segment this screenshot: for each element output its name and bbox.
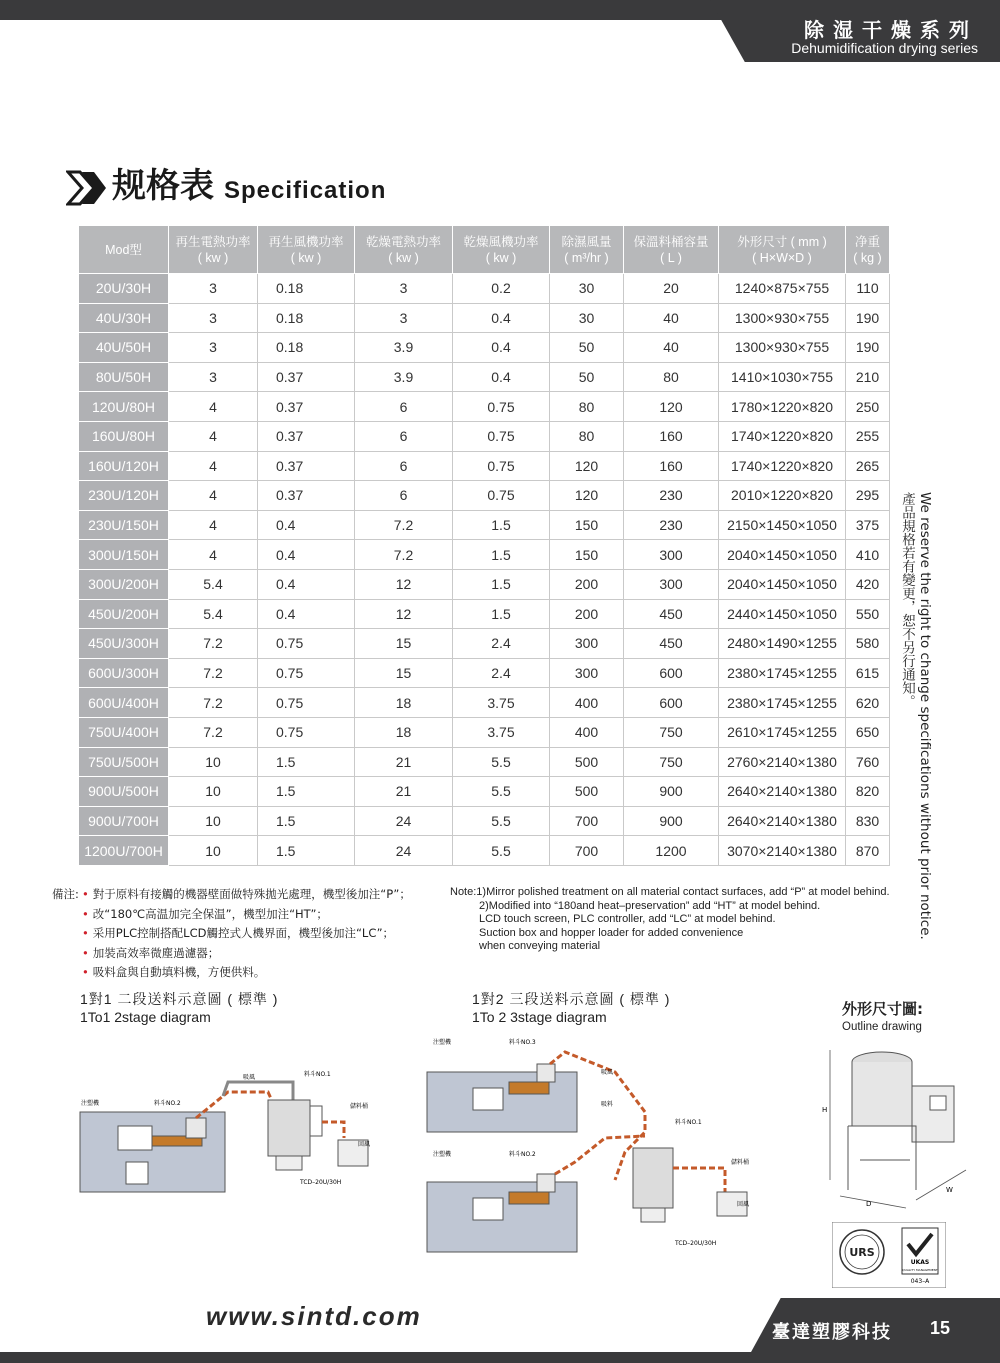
table-cell: 900 xyxy=(624,777,719,807)
model-cell: 600U/400H xyxy=(79,688,169,718)
table-cell: 1780×1220×820 xyxy=(719,392,846,422)
table-row xyxy=(79,540,890,570)
table-cell: 160 xyxy=(624,421,719,451)
cert-code: 043–A xyxy=(910,1278,930,1285)
model-cell: 750U/400H xyxy=(79,717,169,747)
table-body xyxy=(79,274,890,866)
table-cell: 120 xyxy=(550,451,624,481)
diagram-label: 注塑機 xyxy=(433,1151,452,1158)
diagram1-title-cn: 1對1 二段送料示意圖 ( 標準 ) xyxy=(80,991,279,1007)
diagram-label: 料斗NO.2 xyxy=(154,1100,181,1107)
website-url[interactable]: www.sintd.com xyxy=(206,1301,422,1331)
table-cell: 1.5 xyxy=(453,510,550,540)
model-cell: 160U/120H xyxy=(79,451,169,481)
table-cell: 1.5 xyxy=(258,747,355,777)
table-cell: 2040×1450×1050 xyxy=(719,569,846,599)
table-cell: 0.75 xyxy=(453,392,550,422)
double-chevron-icon xyxy=(66,169,108,207)
table-cell: 0.4 xyxy=(258,540,355,570)
table-cell: 5.4 xyxy=(169,569,258,599)
table-cell: 12 xyxy=(355,599,453,629)
table-cell: 0.37 xyxy=(258,451,355,481)
model-cell: 1200U/700H xyxy=(79,836,169,866)
table-cell: 80 xyxy=(550,392,624,422)
diagram2-3stage xyxy=(425,1032,770,1254)
diagram-label: 料斗NO.1 xyxy=(304,1071,331,1078)
table-cell: 230 xyxy=(624,481,719,511)
model-cell: 600U/300H xyxy=(79,658,169,688)
table-cell: 0.75 xyxy=(258,629,355,659)
table-cell: 600 xyxy=(624,688,719,718)
table-cell: 300 xyxy=(624,540,719,570)
model-cell: 120U/80H xyxy=(79,392,169,422)
table-cell: 30 xyxy=(550,303,624,333)
table-cell: 3 xyxy=(169,303,258,333)
table-cell: 230 xyxy=(624,510,719,540)
model-cell: 40U/30H xyxy=(79,303,169,333)
table-row xyxy=(79,333,890,363)
note-item: 改“180℃高温加完全保温”，機型加注“HT”； xyxy=(92,906,328,921)
diagram-label: 回風 xyxy=(358,1141,371,1148)
urs-text: URS xyxy=(849,1246,875,1259)
table-cell: 190 xyxy=(846,303,890,333)
bullet-icon: • xyxy=(82,906,89,921)
table-cell: 6 xyxy=(355,421,453,451)
notes-en xyxy=(450,886,890,954)
side-note-cn: 產品規格若有變更，恕不另行通知。 xyxy=(899,492,915,708)
table-header-row xyxy=(79,226,890,274)
table-row xyxy=(79,303,890,333)
header-cell: 乾燥電熱功率 ( kw ) xyxy=(355,226,453,274)
table-cell: 550 xyxy=(846,599,890,629)
diagram-label: 儲料桶 xyxy=(731,1159,750,1166)
table-row xyxy=(79,658,890,688)
dimension-label: D xyxy=(866,1200,872,1208)
table-cell: 150 xyxy=(550,510,624,540)
header-cell: 乾燥風機功率 ( kw ) xyxy=(453,226,550,274)
table-cell: 5.5 xyxy=(453,836,550,866)
table-cell: 2640×2140×1380 xyxy=(719,806,846,836)
table-cell: 5.5 xyxy=(453,747,550,777)
table-cell: 450 xyxy=(624,599,719,629)
page-number: 15 xyxy=(930,1318,951,1338)
table-cell: 30 xyxy=(550,274,624,304)
diagram1-title-en: 1To1 2stage diagram xyxy=(80,1009,211,1025)
table-cell: 4 xyxy=(169,540,258,570)
table-cell: 7.2 xyxy=(355,510,453,540)
table-cell: 500 xyxy=(550,747,624,777)
diagram-label: 儲料桶 xyxy=(350,1103,369,1110)
table-cell: 21 xyxy=(355,777,453,807)
table-cell: 650 xyxy=(846,717,890,747)
table-row xyxy=(79,836,890,866)
model-cell: 450U/300H xyxy=(79,629,169,659)
note-item: 對于原料有接觸的機器壁面做特殊拋光處理，機型後加注“P”； xyxy=(92,887,411,901)
bullet-icon: • xyxy=(82,965,89,979)
table-cell: 1.5 xyxy=(453,540,550,570)
table-cell: 2150×1450×1050 xyxy=(719,510,846,540)
table-cell: 2380×1745×1255 xyxy=(719,688,846,718)
side-note xyxy=(898,492,934,940)
table-cell: 615 xyxy=(846,658,890,688)
table-cell: 1.5 xyxy=(258,806,355,836)
table-cell: 4 xyxy=(169,392,258,422)
table-cell: 1240×875×755 xyxy=(719,274,846,304)
table-cell: 400 xyxy=(550,688,624,718)
notes-cn xyxy=(52,885,411,983)
table-cell: 375 xyxy=(846,510,890,540)
table-cell: 0.4 xyxy=(258,510,355,540)
table-row xyxy=(79,717,890,747)
specification-table xyxy=(78,225,890,866)
diagram1-title xyxy=(80,990,278,1026)
model-cell: 300U/150H xyxy=(79,540,169,570)
diagram2-title xyxy=(472,990,670,1026)
model-cell: 450U/200H xyxy=(79,599,169,629)
dryer-unit xyxy=(268,1100,310,1156)
diagram2-title-en: 1To 2 3stage diagram xyxy=(472,1009,607,1025)
table-cell: 80 xyxy=(550,421,624,451)
model-cell: 230U/150H xyxy=(79,510,169,540)
company-name: 臺達塑膠科技 xyxy=(772,1322,892,1343)
table-cell: 0.4 xyxy=(453,333,550,363)
table-cell: 3.75 xyxy=(453,717,550,747)
table-cell: 410 xyxy=(846,540,890,570)
table-cell: 0.75 xyxy=(453,451,550,481)
table-cell: 7.2 xyxy=(169,629,258,659)
table-row xyxy=(79,599,890,629)
table-row xyxy=(79,806,890,836)
table-cell: 0.18 xyxy=(258,274,355,304)
table-cell: 300 xyxy=(550,658,624,688)
series-title-en: Dehumidification drying series xyxy=(791,40,978,56)
diagram-label: 吸料 xyxy=(601,1101,614,1108)
table-cell: 160 xyxy=(624,451,719,481)
table-cell: 0.4 xyxy=(258,599,355,629)
table-cell: 300 xyxy=(550,629,624,659)
table-cell: 2040×1450×1050 xyxy=(719,540,846,570)
table-cell: 150 xyxy=(550,540,624,570)
table-row xyxy=(79,421,890,451)
table-cell: 7.2 xyxy=(355,540,453,570)
model-cell: 20U/30H xyxy=(79,274,169,304)
table-cell: 15 xyxy=(355,658,453,688)
table-cell: 7.2 xyxy=(169,717,258,747)
table-cell: 2610×1745×1255 xyxy=(719,717,846,747)
table-cell: 0.18 xyxy=(258,303,355,333)
table-cell: 110 xyxy=(846,274,890,304)
diagram-label: 回風 xyxy=(737,1201,750,1208)
diagram-label: TCD–20U/30H xyxy=(300,1179,342,1186)
table-cell: 1.5 xyxy=(453,599,550,629)
table-cell: 1.5 xyxy=(453,569,550,599)
section-title-cn: 规格表 xyxy=(112,166,214,206)
table-cell: 24 xyxy=(355,806,453,836)
table-cell: 3.9 xyxy=(355,362,453,392)
table-cell: 500 xyxy=(550,777,624,807)
table-cell: 0.37 xyxy=(258,392,355,422)
table-cell: 4 xyxy=(169,451,258,481)
table-cell: 700 xyxy=(550,836,624,866)
hopper-icon xyxy=(537,1174,555,1192)
table-cell: 620 xyxy=(846,688,890,718)
table-cell: 4 xyxy=(169,481,258,511)
certification-logos xyxy=(832,1222,946,1288)
diagram-label: 注塑機 xyxy=(81,1100,100,1107)
bullet-icon: • xyxy=(82,945,89,960)
table-cell: 4 xyxy=(169,510,258,540)
table-row xyxy=(79,481,890,511)
section-title xyxy=(66,158,386,207)
table-cell: 18 xyxy=(355,717,453,747)
table-row xyxy=(79,569,890,599)
table-cell: 1300×930×755 xyxy=(719,303,846,333)
outline-title-en: Outline drawing xyxy=(842,1021,922,1033)
table-cell: 750 xyxy=(624,747,719,777)
table-cell: 20 xyxy=(624,274,719,304)
outline-title xyxy=(842,998,923,1033)
table-cell: 4 xyxy=(169,421,258,451)
table-cell: 830 xyxy=(846,806,890,836)
table-cell: 7.2 xyxy=(169,658,258,688)
table-row xyxy=(79,392,890,422)
table-cell: 820 xyxy=(846,777,890,807)
note-en-line: Suction box and hopper loader for added convenience xyxy=(479,926,744,939)
table-cell: 295 xyxy=(846,481,890,511)
table-cell: 3 xyxy=(169,362,258,392)
table-cell: 0.37 xyxy=(258,421,355,451)
table-cell: 200 xyxy=(550,569,624,599)
table-cell: 3 xyxy=(169,274,258,304)
table-cell: 18 xyxy=(355,688,453,718)
table-cell: 10 xyxy=(169,836,258,866)
note-en-line: LCD touch screen, PLC controller, add “LC” at model behind. xyxy=(479,913,776,925)
table-cell: 2760×2140×1380 xyxy=(719,747,846,777)
bullet-icon: • xyxy=(82,926,89,940)
table-cell: 450 xyxy=(624,629,719,659)
table-cell: 700 xyxy=(550,806,624,836)
header-cell: 净重 ( kg ) xyxy=(846,226,890,274)
dimension-label: H xyxy=(822,1106,828,1114)
table-cell: 10 xyxy=(169,747,258,777)
table-cell: 0.75 xyxy=(258,717,355,747)
diagram-label: 料斗NO.2 xyxy=(509,1151,536,1158)
table-cell: 900 xyxy=(624,806,719,836)
table-cell: 5.5 xyxy=(453,806,550,836)
diagram-label: TCD–20U/30H xyxy=(675,1240,717,1247)
note-en-line: Note:1)Mirror polished treatment on all material contact surfaces, add “P” at model behind. xyxy=(450,886,890,898)
table-cell: 2380×1745×1255 xyxy=(719,658,846,688)
table-cell: 600 xyxy=(624,658,719,688)
note-item: 加裝高效率微塵過濾器； xyxy=(92,945,220,960)
hopper-icon xyxy=(186,1118,206,1138)
ukas-subtext: QUALITY MANAGEMENT xyxy=(902,1268,938,1272)
note-item: 采用PLC控制搭配LCD觸控式人機界面，機型後加注“LC”； xyxy=(92,926,395,940)
table-cell: 1410×1030×755 xyxy=(719,362,846,392)
hopper-icon xyxy=(537,1064,555,1082)
model-cell: 160U/80H xyxy=(79,421,169,451)
table-cell: 2.4 xyxy=(453,629,550,659)
header-cell: 除濕風量 ( m³/hr ) xyxy=(550,226,624,274)
header-cell: 外形尺寸 ( mm ) ( H×W×D ) xyxy=(719,226,846,274)
table-cell: 0.37 xyxy=(258,481,355,511)
section-title-en: Specification xyxy=(224,177,387,204)
table-cell: 10 xyxy=(169,777,258,807)
table-cell: 0.4 xyxy=(453,362,550,392)
table-cell: 5.4 xyxy=(169,599,258,629)
table-cell: 265 xyxy=(846,451,890,481)
table-cell: 210 xyxy=(846,362,890,392)
diagram-label: 料斗NO.1 xyxy=(675,1119,702,1126)
table-cell: 50 xyxy=(550,362,624,392)
table-cell: 0.4 xyxy=(453,303,550,333)
table-cell: 2010×1220×820 xyxy=(719,481,846,511)
dimension-label: W xyxy=(946,1186,953,1194)
outline-drawing xyxy=(820,1040,970,1212)
table-cell: 0.37 xyxy=(258,362,355,392)
header-cell: 再生電熱功率 ( kw ) xyxy=(169,226,258,274)
notes-label: 備注: xyxy=(52,887,79,901)
table-cell: 7.2 xyxy=(169,688,258,718)
table-cell: 21 xyxy=(355,747,453,777)
table-cell: 120 xyxy=(550,481,624,511)
table-cell: 6 xyxy=(355,392,453,422)
model-cell: 750U/500H xyxy=(79,747,169,777)
header-model: Mod型 xyxy=(79,226,169,274)
table-cell: 1.5 xyxy=(258,777,355,807)
table-cell: 0.75 xyxy=(258,688,355,718)
model-cell: 40U/50H xyxy=(79,333,169,363)
table-cell: 2.4 xyxy=(453,658,550,688)
table-cell: 80 xyxy=(624,362,719,392)
table-cell: 6 xyxy=(355,481,453,511)
table-cell: 3.9 xyxy=(355,333,453,363)
table-cell: 0.4 xyxy=(258,569,355,599)
table-cell: 1740×1220×820 xyxy=(719,451,846,481)
table-row xyxy=(79,451,890,481)
table-cell: 1.5 xyxy=(258,836,355,866)
table-cell: 0.75 xyxy=(453,421,550,451)
model-cell: 900U/700H xyxy=(79,806,169,836)
series-title-cn: 除湿干燥系列 xyxy=(804,18,978,42)
table-cell: 400 xyxy=(550,717,624,747)
table-cell: 3 xyxy=(355,303,453,333)
table-cell: 870 xyxy=(846,836,890,866)
model-cell: 80U/50H xyxy=(79,362,169,392)
table-row xyxy=(79,274,890,304)
table-cell: 2480×1490×1255 xyxy=(719,629,846,659)
header-cell: 保溫料桶容量 ( L ) xyxy=(624,226,719,274)
side-note-en: We reserve the right to change specifications without prior notice. xyxy=(917,492,933,940)
table-cell: 2440×1450×1050 xyxy=(719,599,846,629)
table-cell: 190 xyxy=(846,333,890,363)
table-cell: 0.2 xyxy=(453,274,550,304)
table-cell: 50 xyxy=(550,333,624,363)
table-row xyxy=(79,688,890,718)
outline-title-cn: 外形尺寸圖: xyxy=(842,1000,923,1018)
table-cell: 3.75 xyxy=(453,688,550,718)
table-row xyxy=(79,510,890,540)
model-cell: 230U/120H xyxy=(79,481,169,511)
table-cell: 255 xyxy=(846,421,890,451)
ukas-text: UKAS xyxy=(910,1259,930,1266)
table-cell: 120 xyxy=(624,392,719,422)
table-cell: 760 xyxy=(846,747,890,777)
diagram1-2stage xyxy=(78,1062,398,1202)
model-cell: 300U/200H xyxy=(79,569,169,599)
table-cell: 3 xyxy=(355,274,453,304)
diagram-label: 注塑機 xyxy=(433,1039,452,1046)
header-cell: 再生風機功率 ( kw ) xyxy=(258,226,355,274)
model-cell: 900U/500H xyxy=(79,777,169,807)
table-cell: 1740×1220×820 xyxy=(719,421,846,451)
table-cell: 10 xyxy=(169,806,258,836)
table-cell: 580 xyxy=(846,629,890,659)
table-cell: 15 xyxy=(355,629,453,659)
note-en-line: 2)Modified into “180and heat–preservation” add “HT” at model behind. xyxy=(479,899,821,912)
note-item: 吸料盒與自動填料機，方便供料。 xyxy=(92,965,266,979)
table-cell: 1300×930×755 xyxy=(719,333,846,363)
diagram-label: 料斗NO.3 xyxy=(509,1039,536,1046)
table-cell: 12 xyxy=(355,569,453,599)
table-cell: 1200 xyxy=(624,836,719,866)
table-cell: 750 xyxy=(624,717,719,747)
note-en-line: when conveying material xyxy=(479,940,601,952)
table-cell: 420 xyxy=(846,569,890,599)
table-row xyxy=(79,747,890,777)
table-cell: 5.5 xyxy=(453,777,550,807)
bullet-icon: • xyxy=(82,887,89,901)
table-row xyxy=(79,629,890,659)
table-cell: 200 xyxy=(550,599,624,629)
table-row xyxy=(79,362,890,392)
table-cell: 40 xyxy=(624,303,719,333)
diagram-label: 吸風 xyxy=(243,1074,256,1081)
table-cell: 2640×2140×1380 xyxy=(719,777,846,807)
diagram2-title-cn: 1對2 三段送料示意圖 ( 標準 ) xyxy=(472,991,671,1007)
table-cell: 3070×2140×1380 xyxy=(719,836,846,866)
table-cell: 250 xyxy=(846,392,890,422)
table-cell: 3 xyxy=(169,333,258,363)
table-cell: 0.75 xyxy=(453,481,550,511)
table-row xyxy=(79,777,890,807)
table-cell: 6 xyxy=(355,451,453,481)
dryer-unit xyxy=(633,1148,673,1208)
table-cell: 0.18 xyxy=(258,333,355,363)
diagram-label: 吸風 xyxy=(601,1069,614,1076)
table-cell: 0.75 xyxy=(258,658,355,688)
table-cell: 24 xyxy=(355,836,453,866)
table-cell: 300 xyxy=(624,569,719,599)
table-cell: 40 xyxy=(624,333,719,363)
